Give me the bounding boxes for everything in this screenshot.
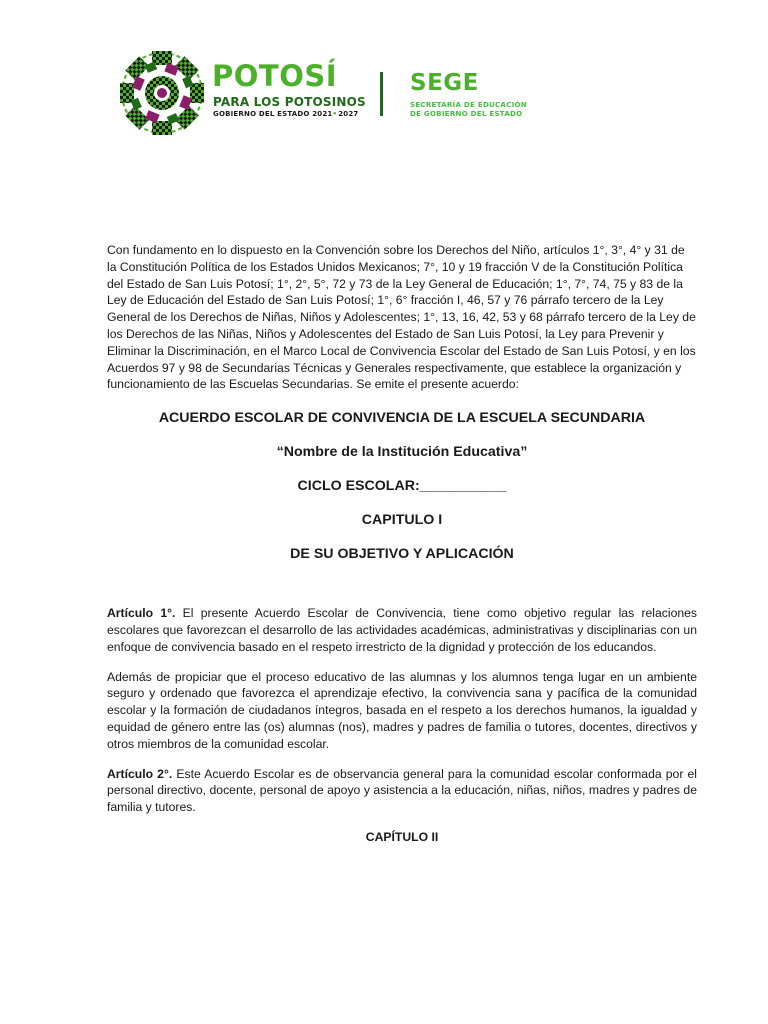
potosi-emblem-logo	[112, 48, 212, 138]
logo-government-line: GOBIERNO DEL ESTADO 2021•2027	[213, 110, 359, 118]
article-2	[107, 766, 697, 816]
sege-name: SEGE	[410, 70, 479, 96]
institution-name: “Nombre de la Institución Educativa”	[276, 444, 528, 461]
logo-gov-label: GOBIERNO DEL ESTADO	[213, 110, 310, 118]
school-cycle: CICLO ESCOLAR:___________	[297, 478, 507, 495]
article-1	[107, 605, 697, 655]
intro-paragraph: Con fundamento en lo dispuesto en la Convención sobre los Derechos del Niño, artículos 1°, 3°, 4° y 31 de la Constitución Política de los Estados Unidos Mexicanos; 7°, 10 y 19 fracción V de la Constitución Política del Estado de San Luis Potosí; 1°, 2°, 5°, 72 y 73 de la Ley General de Educación; 1°, 7°, 74, 75 y 83 de la Ley de Educación del Estado de San Luis Potosí; 1°, 6° fracción I, 46, 57 y 76 párrafo tercero de la Ley General de los Derechos de Niñas, Niños y Adolescentes; 1°, 13, 16, 42, 53 y 68 párrafo tercero de la Ley de los Derechos de las Niñas, Niños y Adolescentes del Estado de San Luis Potosí, la Ley para Prevenir y Eliminar la Discriminación, en el Marco Local de Convivencia Escolar del Estado de San Luis Potosí, y en los Acuerdos 97 y 98 de Secundarias Técnicas y Generales respectivamente, que establece la organización y funcionamiento de las Escuelas Secundarias. Se emite el presente acuerdo:	[107, 243, 696, 392]
document-body	[107, 242, 697, 858]
logo-years-end: 2027	[338, 110, 359, 118]
article-2-text: Este Acuerdo Escolar es de observancia general para la comunidad escolar conformada por el personal directivo, docente, personal de apoyo y asistencia a la educación, niñas, niños, madres y padres de familia y tutores.	[107, 766, 698, 815]
article-1-label: Artículo 1°.	[107, 606, 176, 621]
article-1-text: El presente Acuerdo Escolar de Convivencia, tiene como objetivo regular las relaciones escolares que favorezcan el desarrollo de las actividades académicas, administrativas y disciplinarias con un enfoque de convivencia basado en el respeto irrestricto de la dignidad y protección de los educandos.	[107, 606, 698, 654]
sege-line-1: SECRETARÍA DE EDUCACIÓN	[410, 101, 527, 109]
document-title: ACUERDO ESCOLAR DE CONVIVENCIA DE LA ESCUELA SECUNDARIA	[158, 410, 646, 427]
article-2-label: Artículo 2°.	[107, 766, 173, 781]
chapter-2-heading: CAPÍTULO II	[365, 829, 439, 844]
logo-years-start: 2021	[312, 110, 333, 118]
article-1-paragraph-2: Además de propiciar que el proceso educativo de las alumnas y los alumnos tenga lugar en un ambiente seguro y ordenado que favorezca el aprendizaje efectivo, la convivencia sana y pacífica de la comunidad escolar y la formación de ciudadanos íntegros, basada en el respeto a los derechos humanos, la igualdad y equidad de género entre las (os) alumnas (nos), madres y padres de familia o tutores, docentes, directivos y otros miembros de la comunidad escolar.	[107, 669, 697, 751]
logo-divider	[380, 72, 383, 116]
page-header	[112, 48, 552, 138]
sege-subtitle	[410, 101, 527, 119]
sege-line-2: DE GOBIERNO DEL ESTADO	[410, 110, 523, 118]
logo-tagline: PARA LOS POTOSINOS	[213, 95, 366, 109]
logo-name: POTOSÍ	[212, 59, 338, 93]
chapter-1-title: DE SU OBJETIVO Y APLICACIÓN	[290, 546, 514, 563]
chapter-1-heading: CAPITULO I	[361, 512, 443, 529]
